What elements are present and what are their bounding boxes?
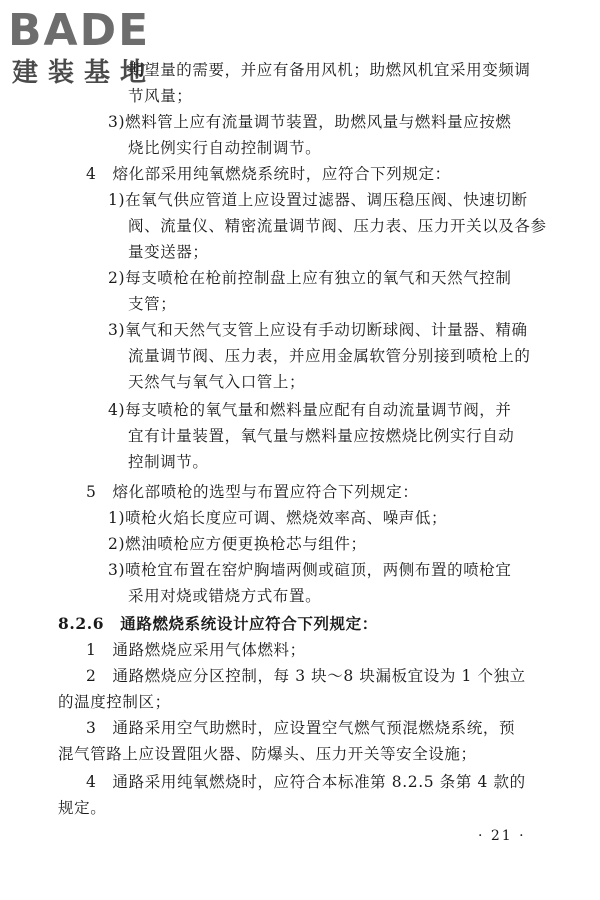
page-number: · 21 · (478, 828, 526, 844)
text-line: 节风量； (128, 87, 193, 105)
clause-item: 2 通路燃烧应分区控制，每 3 块～8 块漏板宜设为 1 个独立 (86, 667, 526, 685)
text-line: 期望量的需要，并应有备用风机；助燃风机宜采用变频调 (128, 61, 531, 79)
text-line: 控制调节。 (128, 453, 209, 471)
list-item: 2)每支喷枪在枪前控制盘上应有独立的氧气和天然气控制 (108, 269, 512, 287)
list-item: 2)燃油喷枪应方便更换枪芯与组件； (108, 535, 367, 553)
clause-item: 1 通路燃烧应采用气体燃料； (86, 641, 306, 659)
list-item: 1)在氧气供应管道上应设置过滤器、调压稳压阀、快速切断 (108, 191, 528, 209)
logo-latin-text: BADE (8, 5, 151, 56)
text-line: 天然气与氧气入口管上； (128, 373, 306, 391)
text-line: 烧比例实行自动控制调节。 (128, 139, 322, 157)
text-line: 规定。 (58, 799, 107, 817)
text-line: 支管； (128, 295, 177, 313)
watermark-logo (8, 6, 188, 96)
clause-item: 3 通路采用空气助燃时，应设置空气燃气预混燃烧系统，预 (86, 719, 516, 737)
clause-item: 4 熔化部采用纯氧燃烧系统时，应符合下列规定： (86, 165, 451, 183)
list-item: 4)每支喷枪的氧气量和燃料量应配有自动流量调节阀，并 (108, 401, 512, 419)
clause-item: 5 熔化部喷枪的选型与布置应符合下列规定： (86, 483, 419, 501)
list-item: 3)氧气和天然气支管上应设有手动切断球阀、计量器、精确 (108, 321, 528, 339)
logo-chinese-text: 建装基地 (12, 58, 157, 88)
section-heading: 8.2.6 通路燃烧系统设计应符合下列规定： (58, 614, 378, 633)
list-item: 3)燃料管上应有流量调节装置，助燃风量与燃料量应按燃 (108, 113, 512, 131)
text-line: 混气管路上应设置阻火器、防爆头、压力开关等安全设施； (58, 745, 477, 763)
text-line: 流量调节阀、压力表，并应用金属软管分别接到喷枪上的 (128, 347, 531, 365)
text-line: 阀、流量仪、精密流量调节阀、压力表、压力开关以及各参 (128, 217, 547, 235)
clause-item: 4 通路采用纯氧燃烧时，应符合本标准第 8.2.5 条第 4 款的 (86, 773, 526, 791)
text-line: 宜有计量装置，氧气量与燃料量应按燃烧比例实行自动 (128, 427, 515, 445)
list-item: 3)喷枪宜布置在窑炉胸墙两侧或碹顶，两侧布置的喷枪宜 (108, 561, 512, 579)
text-line: 采用对烧或错烧方式布置。 (128, 587, 322, 605)
text-line: 的温度控制区； (58, 693, 171, 711)
text-line: 量变送器； (128, 243, 209, 261)
list-item: 1)喷枪火焰长度应可调、燃烧效率高、噪声低； (108, 509, 448, 527)
